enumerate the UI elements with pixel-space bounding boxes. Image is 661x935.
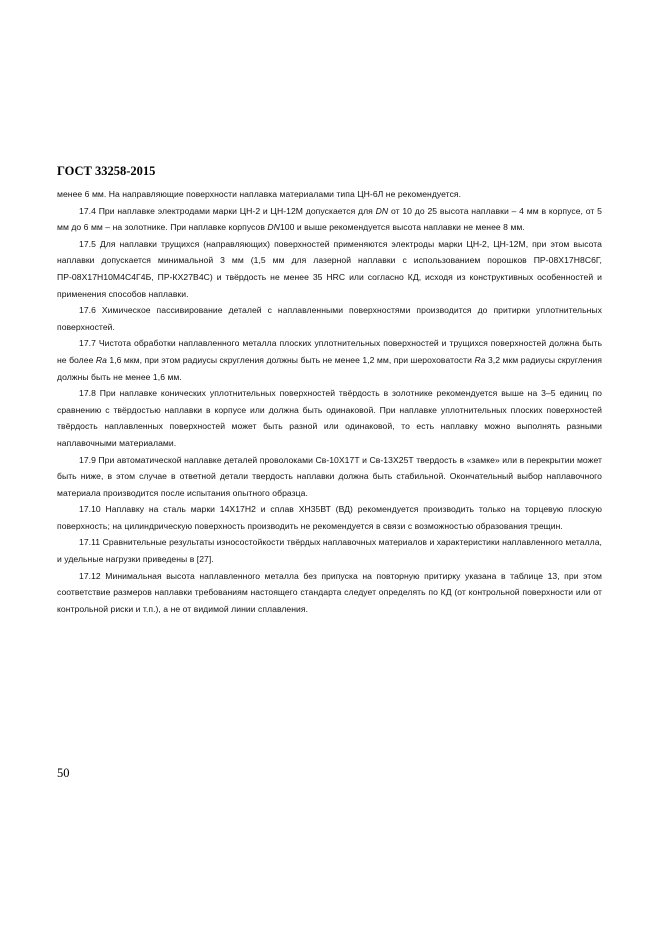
paragraph-text: от 10 до 25 высота наплавки – 4 мм в корпусе, от 5 мм до 6 мм – на золотнике. При наплавке корпусов bbox=[57, 205, 602, 233]
paragraph-17-4 bbox=[57, 203, 602, 236]
paragraph-17-6 bbox=[57, 302, 602, 335]
page-number: 50 bbox=[57, 766, 70, 780]
paragraph-text: 17.5 Для наплавки трущихся (направляющих) поверхностей применяются электроды марки ЦН-2, ЦН-12М, при этом высота наплавки допускается минимальной 3 мм (1,5 мм для лазерной наплавки с использованием порошков ПР-08Х17Н8С6Г, ПР-08Х17Н10М4С4Г4Б, ПР-КХ27В4С) и твёрдость не менее 35 HRC или согласно КД, исходя из конструктивных особенностей и применения способов наплавки. bbox=[57, 238, 602, 299]
nominal-diameter-symbol: DN bbox=[375, 205, 389, 216]
paragraph-text: 100 и выше рекомендуется высота наплавки не менее 8 мм. bbox=[279, 222, 525, 233]
paragraph-17-11 bbox=[57, 534, 602, 567]
paragraph-text: 17.10 Наплавку на сталь марки 14Х17Н2 и сплав ХН35ВТ (ВД) рекомендуется производить только на торцевую плоскую поверхность; на цилиндрическую поверхность производить не рекомендуется в связи с возможностью образования трещин. bbox=[57, 504, 602, 531]
paragraph-text: 17.9 При автоматической наплавке деталей проволоками Св-10Х17Т и Св-13Х25Т твердость в «замке» или в перекрытии может быть ниже, в этом случае в ответной детали твердость наплавки должна быть стабильной. Окончательный выбор наплавочного материала производится после испытания опытного образца. bbox=[57, 454, 602, 498]
paragraph-text: 17.12 Минимальная высота наплавленного металла без припуска на повторную притирку указана в таблице 13, при этом соответствие размеров наплавки требованиям настоящего стандарта следует определять по КД (от контрольной поверхности или от контрольной риски и т.п.), а не от видимой линии сплавления. bbox=[57, 570, 602, 614]
roughness-symbol: Ra bbox=[95, 354, 107, 365]
paragraph-text: 17.8 При наплавке конических уплотнительных поверхностей твёрдость в золотнике рекомендуется выше на 3–5 единиц по сравнению с твёрдостью наплавки в корпусе или должна быть одинаковой. При наплавке уплотнительных плоских поверхностей твёрдость наплавленных поверхностей может быть разной или одинаковой, то есть наплавку можно выполнять разными наплавочными материалами. bbox=[57, 388, 602, 448]
roughness-symbol: Ra bbox=[474, 354, 486, 365]
paragraph-17-8 bbox=[57, 385, 602, 451]
paragraph-17-10 bbox=[57, 501, 602, 534]
nominal-diameter-symbol: DN bbox=[267, 222, 280, 233]
paragraph-17-5 bbox=[57, 236, 602, 302]
paragraph-text: 17.7 Чистота обработки наплавленного металла плоских уплотнительных поверхностей и трущихся поверхностей должна быть не более bbox=[57, 338, 602, 365]
document-body bbox=[57, 186, 602, 617]
standard-designation: ГОСТ 33258-2015 bbox=[57, 164, 156, 178]
paragraph-17-12 bbox=[57, 568, 602, 618]
paragraph-text: менее 6 мм. На направляющие поверхности наплавка материалами типа ЦН-6Л не рекомендуется. bbox=[57, 189, 462, 199]
paragraph-text: 3,2 мкм радиусы скругления должны быть не менее 1,6 мм. bbox=[57, 354, 602, 382]
paragraph-continuation bbox=[57, 186, 602, 203]
paragraph-text: 17.6 Химическое пассивирование деталей с наплавленными поверхностями производится до притирки уплотнительных поверхностей. bbox=[57, 305, 602, 332]
document-header bbox=[57, 164, 155, 179]
paragraph-text: 17.4 При наплавке электродами марки ЦН-2 и ЦН-12М допускается для bbox=[79, 205, 376, 216]
paragraph-17-7 bbox=[57, 335, 602, 385]
paragraph-17-9 bbox=[57, 452, 602, 502]
paragraph-text: 17.11 Сравнительные результаты износостойкости твёрдых наплавочных материалов и характеристики наплавленного металла, и удельные нагрузки приведены в [27]. bbox=[57, 537, 602, 565]
paragraph-text: 1,6 мкм, при этом радиусы скругления должны быть не менее 1,2 мм, при шероховатости bbox=[106, 354, 475, 365]
